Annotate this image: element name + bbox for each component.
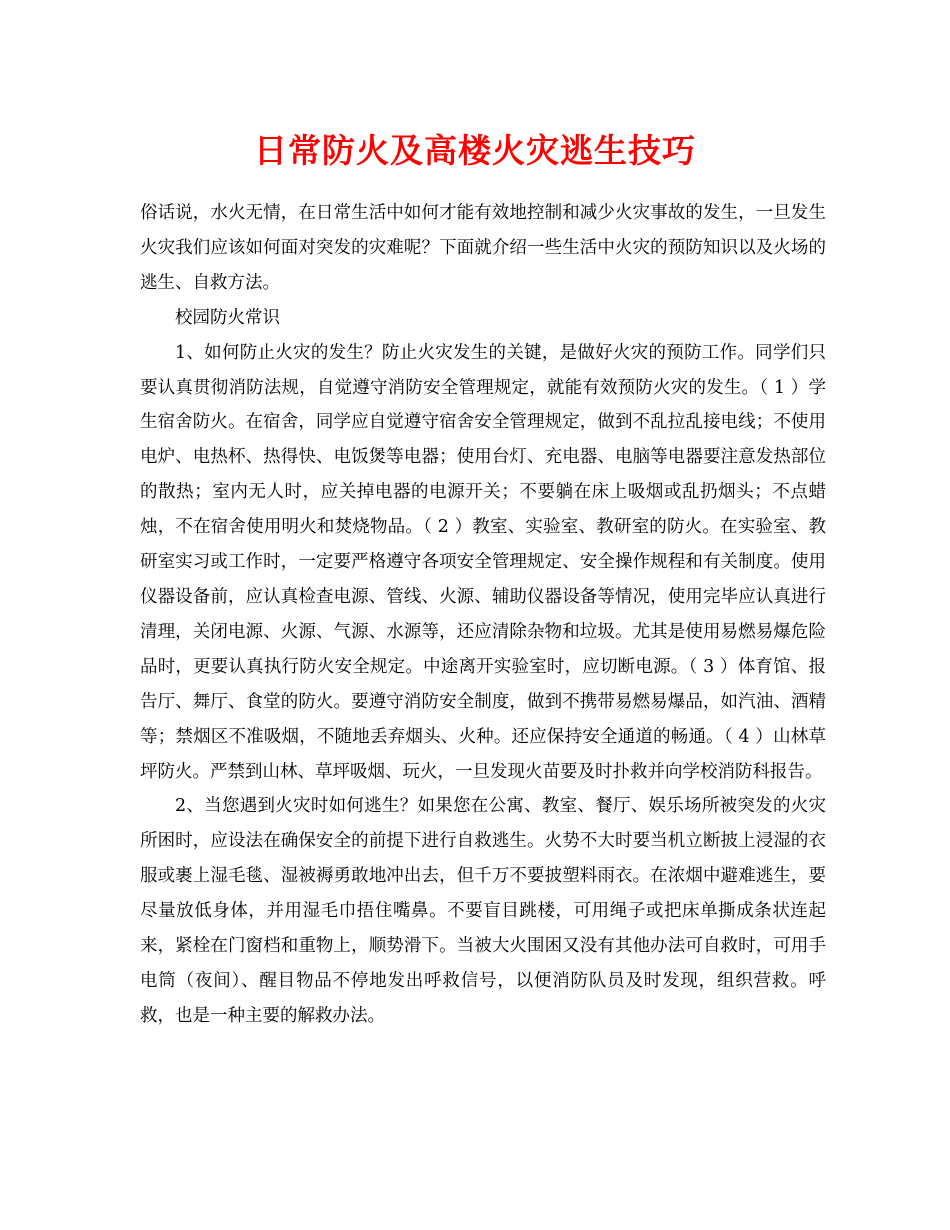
document-body	[140, 196, 826, 1034]
section-heading: 校园防火常识	[175, 307, 280, 328]
document-title: 日常防火及高楼火灾逃生技巧	[254, 131, 696, 170]
paragraph-fire-escape: 2、当您遇到火灾时如何逃生？如果您在公寓、教室、餐厅、娱乐场所被突发的火灾所困时，应设法在确保安全的前提下进行自救逃生。火势不大时要当机立断披上浸湿的衣服或裹上湿毛毯、湿被褥勇敢地冲出去，但千万不要披塑料雨衣。在浓烟中避难逃生，要尽量放低身体，并用湿毛巾捂住嘴鼻。不要盲目跳楼，可用绳子或把床单撕成条状连起来，紧栓在门窗档和重物上，顺势滑下。当被大火围困又没有其他办法可自救时，可用手电筒（夜间）、醒目物品不停地发出呼救信号，以便消防队员及时发现，组织营救。呼救，也是一种主要的解救办法。	[140, 796, 826, 1026]
intro-paragraph: 俗话说，水火无情，在日常生活中如何才能有效地控制和减少火灾事故的发生，一旦发生火灾我们应该如何面对突发的灾难呢？下面就介绍一些生活中火灾的预防知识以及火场的逃生、自救方法。	[140, 203, 826, 293]
paragraph-fire-prevention: 1、如何防止火灾的发生？防止火灾发生的关键，是做好火灾的预防工作。同学们只要认真贯彻消防法规，自觉遵守消防安全管理规定，就能有效预防火灾的发生。（ 1 ）学生宿舍防火。在宿舍，同学应自觉遵守宿舍安全管理规定，做到不乱拉乱接电线；不使用电炉、电热杯、热得快、电饭煲等电器；使用台灯、充电器、电脑等电器要注意发热部位的散热；室内无人时，应关掉电器的电源开关；不要躺在床上吸烟或乱扔烟头；不点蜡烛，不在宿舍使用明火和焚烧物品。（ 2 ）教室、实验室、教研室的防火。在实验室、教研室实习或工作时，一定要严格遵守各项安全管理规定、安全操作规程和有关制度。使用仪器设备前，应认真检查电源、管线、火源、辅助仪器设备等情况，使用完毕应认真进行清理，关闭电源、火源、气源、水源等，还应清除杂物和垃圾。尤其是使用易燃易爆危险品时，更要认真执行防火安全规定。中途离开实验室时，应切断电源。（ 3 ）体育馆、报告厅、舞厅、食堂的防火。要遵守消防安全制度，做到不携带易燃易爆品，如汽油、酒精等；禁烟区不准吸烟，不随地丢弃烟头、火种。还应保持安全通道的畅通。（ 4 ）山林草坪防火。严禁到山林、草坪吸烟、玩火，一旦发现火苗要及时扑救并向学校消防科报告。	[140, 342, 826, 782]
